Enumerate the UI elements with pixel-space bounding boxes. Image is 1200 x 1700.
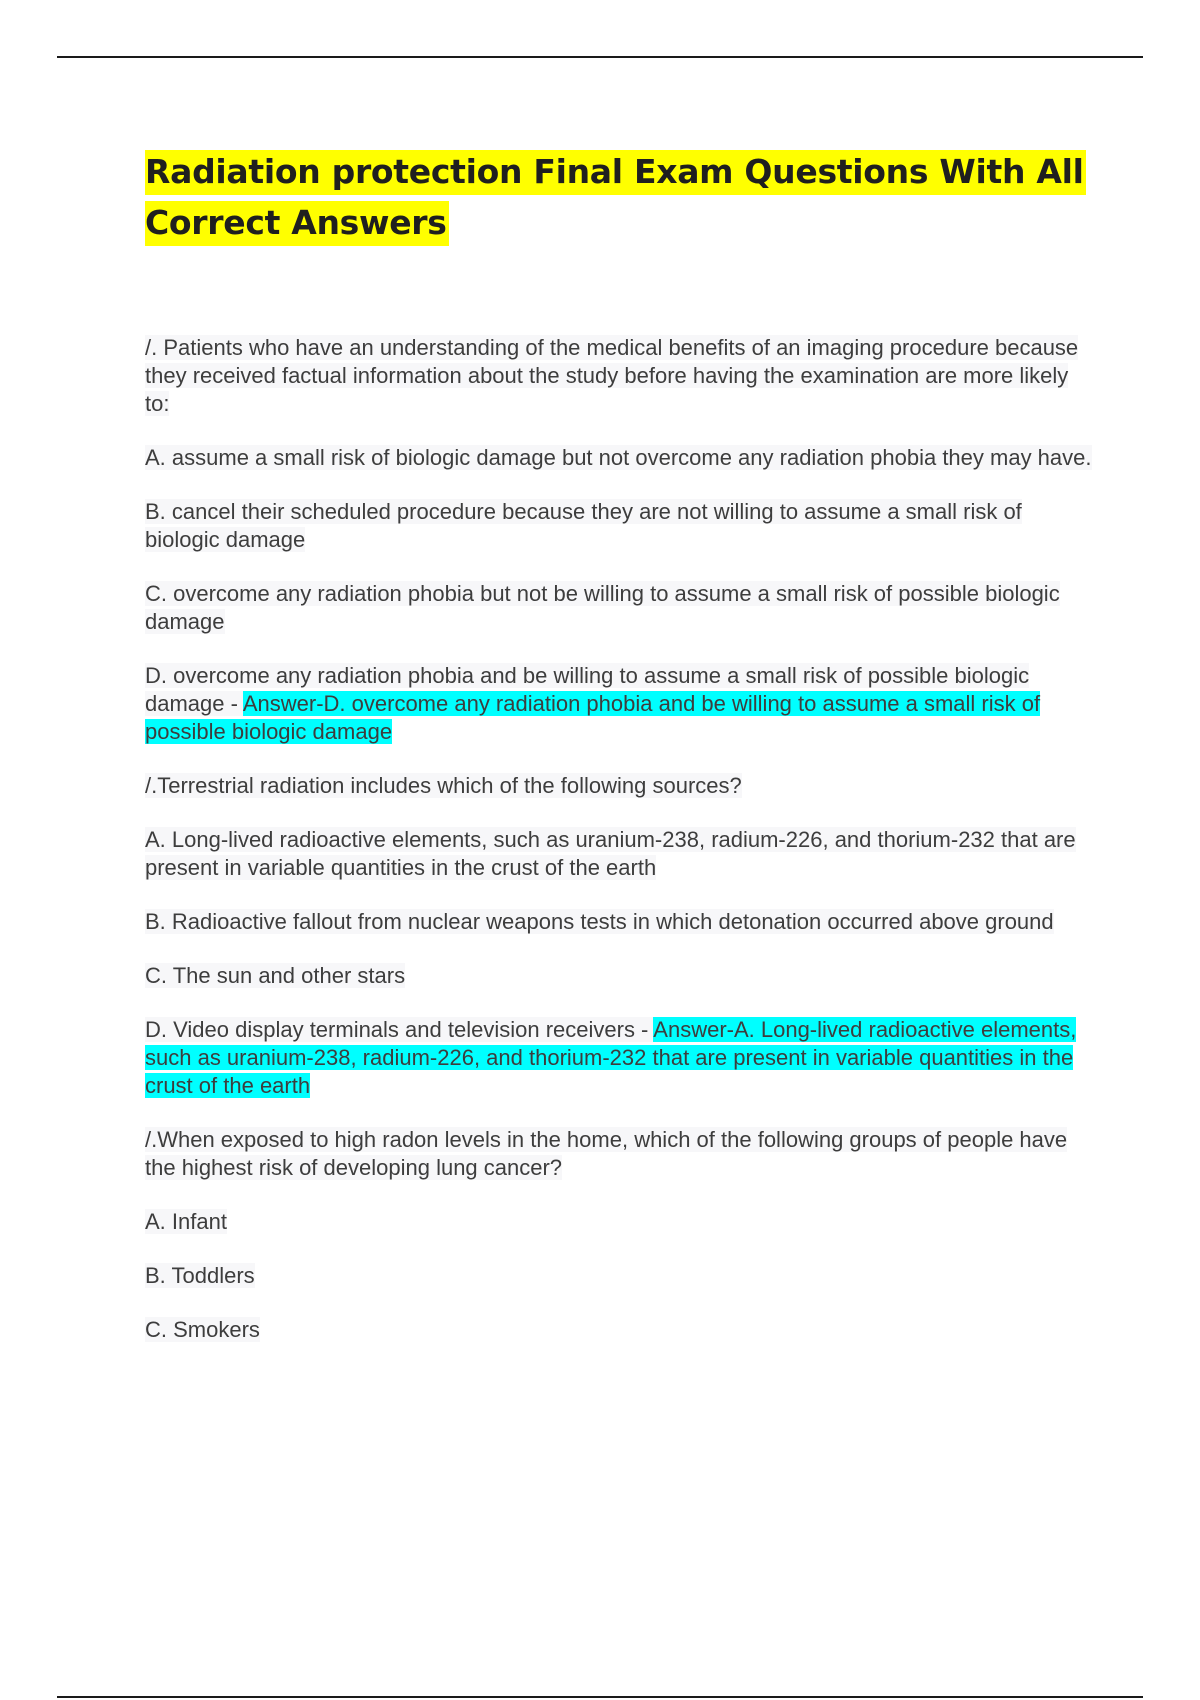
question-1-option-c: C. overcome any radiation phobia but not be willing to assume a small risk of possible biologic damage — [145, 581, 1060, 634]
question-1-option-a: A. assume a small risk of biologic damage but not overcome any radiation phobia they may have. — [145, 445, 1092, 470]
document-body — [145, 146, 1095, 1370]
title-text: Radiation protection Final Exam Questions With All Correct Answers — [145, 150, 1086, 246]
question-1-answer: Answer-D. overcome any radiation phobia and be willing to assume a small risk of possible biologic damage — [145, 691, 1041, 744]
question-2-option-b: B. Radioactive fallout from nuclear weapons tests in which detonation occurred above ground — [145, 909, 1054, 934]
top-rule — [57, 56, 1143, 58]
question-1-option-b: B. cancel their scheduled procedure because they are not willing to assume a small risk of biologic damage — [145, 499, 1022, 552]
question-3-option-c: C. Smokers — [145, 1317, 260, 1342]
question-2-option-c: C. The sun and other stars — [145, 963, 406, 988]
question-2-answer: Answer-A. Long-lived radioactive elements, such as uranium-238, radium-226, and thorium-232 that are present in variable quantities in the crust of the earth — [145, 1017, 1077, 1098]
question-2-option-a: A. Long-lived radioactive elements, such as uranium-238, radium-226, and thorium-232 that are present in variable quantities in the crust of the earth — [145, 827, 1076, 880]
question-1-stem: /. Patients who have an understanding of the medical benefits of an imaging procedure because they received factual information about the study before having the examination are more likely to: — [145, 335, 1079, 416]
question-3-option-a: A. Infant — [145, 1209, 227, 1234]
bottom-rule — [57, 1696, 1143, 1698]
question-3-stem: /.When exposed to high radon levels in the home, which of the following groups of people have the highest risk of developing lung cancer? — [145, 1127, 1068, 1180]
document-title — [145, 146, 1095, 248]
question-2-stem: /.Terrestrial radiation includes which of the following sources? — [145, 773, 742, 798]
question-1-option-d: D. overcome any radiation phobia and be willing to assume a small risk of possible biologic damage - Answer-D. overcome any radiation phobia and be willing to assume a small risk of possible biologic damage — [145, 663, 1041, 744]
question-2-option-d: D. Video display terminals and television receivers - Answer-A. Long-lived radioactive elements, such as uranium-238, radium-226, and thorium-232 that are present in variable quantities in the crust of the earth — [145, 1017, 1077, 1098]
question-3-option-b: B. Toddlers — [145, 1263, 255, 1288]
